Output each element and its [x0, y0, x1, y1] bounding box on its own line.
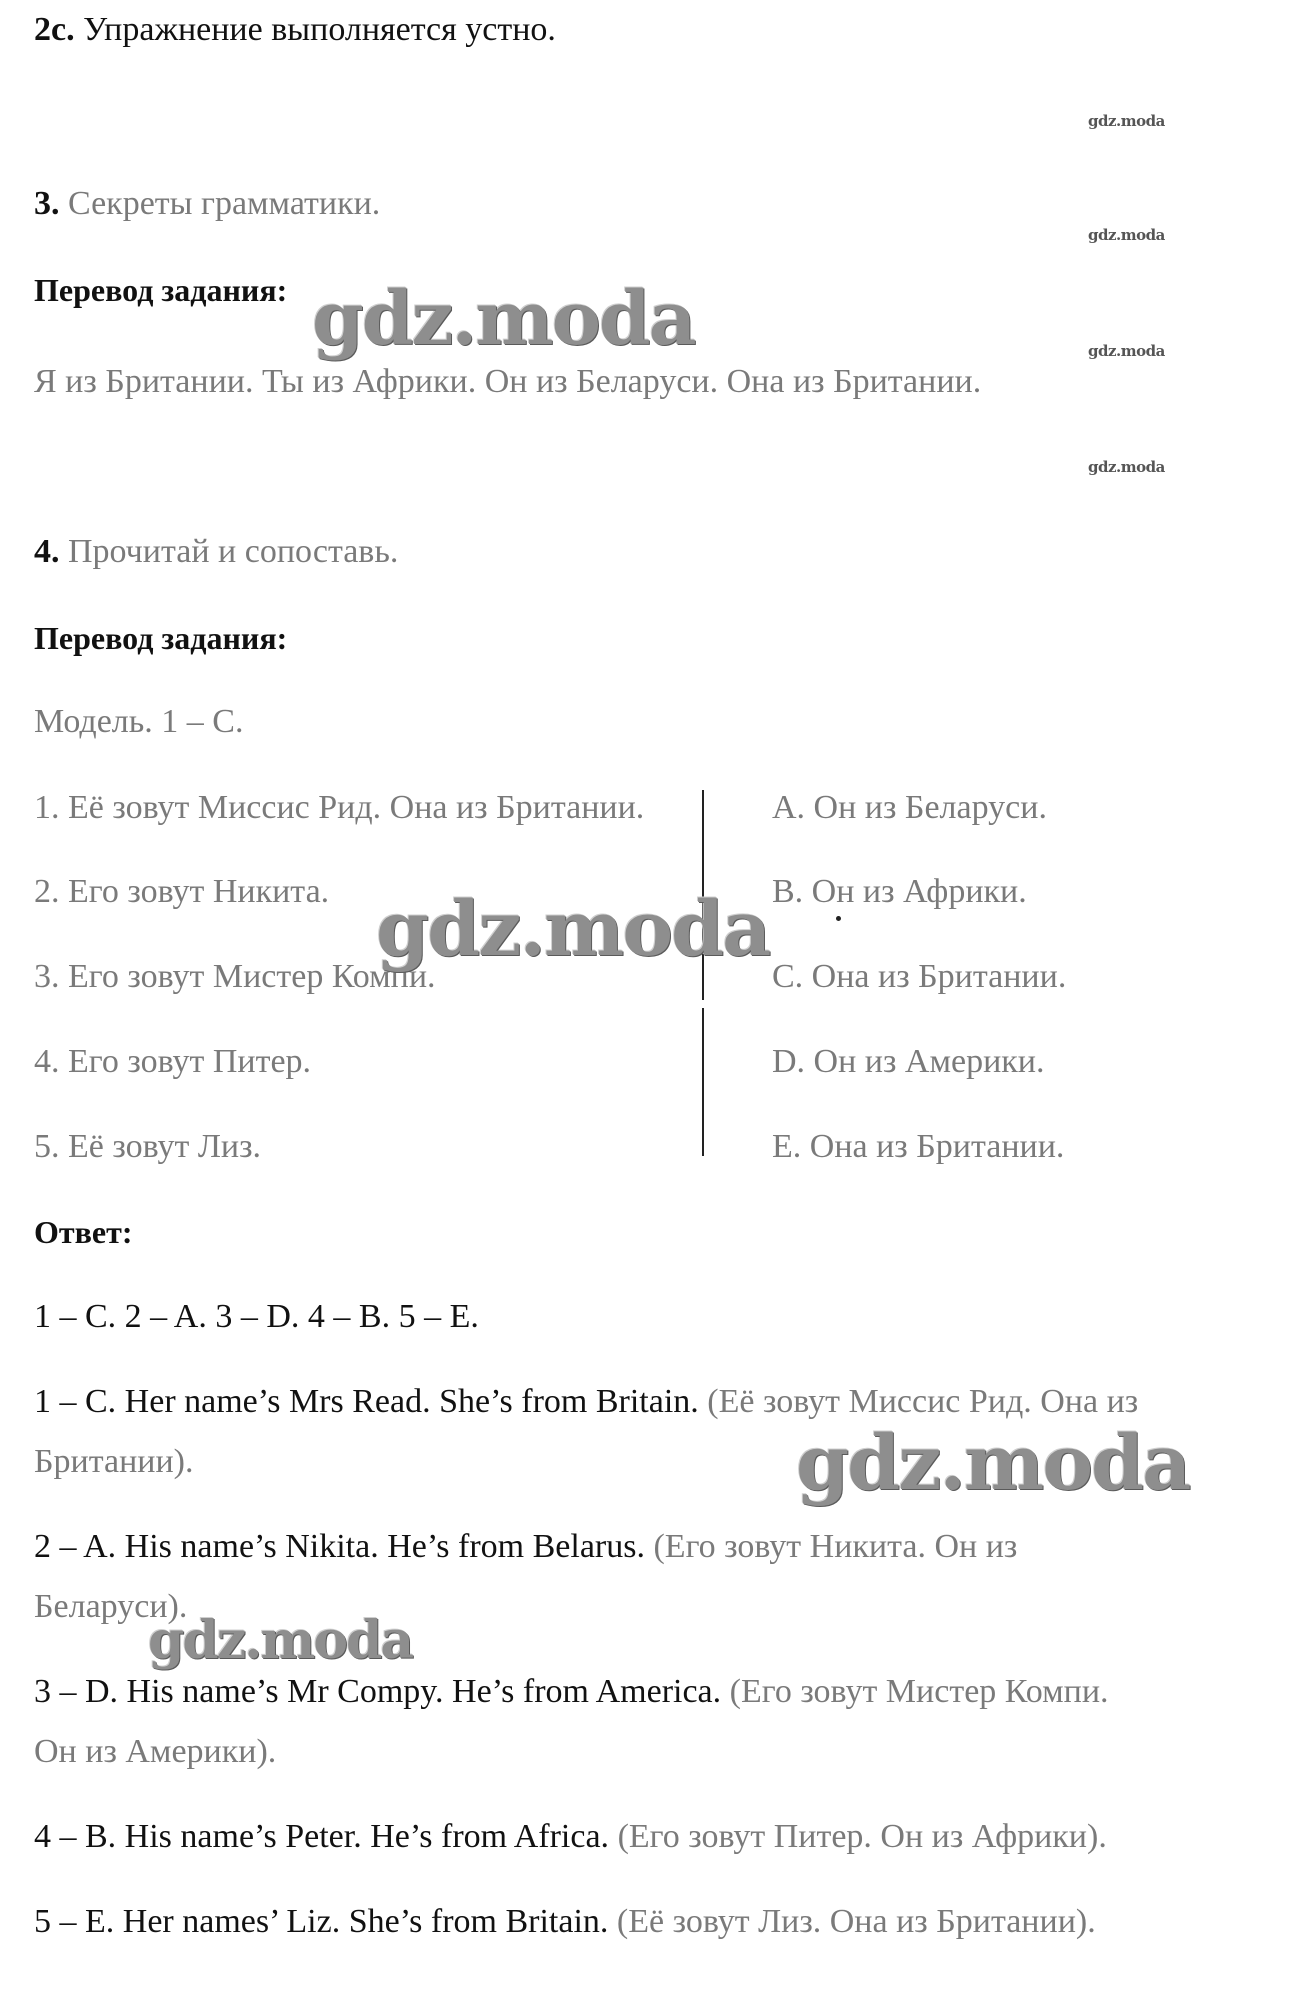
section-4-title-text: Прочитай и сопоставь. — [68, 533, 399, 570]
answer-item-english: 4 – B. His name’s Peter. He’s from Africa. — [34, 1818, 610, 1855]
answer-item-russian-cont: Британии). — [34, 1443, 194, 1480]
answer-item — [34, 1900, 1096, 1944]
match-right-item: C. Она из Британии. — [772, 958, 1067, 995]
stray-dot — [836, 916, 841, 921]
answer-item-english: 2 – A. His name’s Nikita. He’s from Belarus. — [34, 1528, 645, 1565]
match-left-item: 1. Её зовут Миссис Рид. Она из Британии. — [34, 789, 645, 826]
section-3-translation-text: Я из Британии. Ты из Африки. Он из Беларуси. Она из Британии. — [34, 363, 982, 400]
section-2c-number: 2c. — [34, 11, 75, 48]
answer-item-russian: (Её зовут Миссис Рид. Она из — [707, 1383, 1139, 1420]
section-3-title — [34, 182, 380, 226]
watermark-small: gdz.moda — [1088, 458, 1165, 476]
section-3-translation-heading: Перевод задания: — [34, 272, 288, 308]
answer-item-russian-cont: Беларуси). — [34, 1588, 188, 1625]
watermark-large: gdz.moda — [376, 884, 770, 973]
section-2c-text: Упражнение выполняется устно. — [83, 11, 556, 48]
section-4-title — [34, 530, 398, 574]
answer-item-english: 1 – C. Her name’s Mrs Read. She’s from Britain. — [34, 1383, 699, 1420]
section-3-number: 3. — [34, 185, 60, 222]
match-right-item: D. Он из Америки. — [772, 1043, 1045, 1080]
answer-item-english: 5 – E. Her names’ Liz. She’s from Britain. — [34, 1903, 609, 1940]
match-right-item: B. Он из Африки. — [772, 873, 1027, 910]
answer-item — [34, 1670, 1109, 1714]
answer-heading: Ответ: — [34, 1214, 133, 1250]
answer-item-russian: (Его зовут Питер. Он из Африки). — [617, 1818, 1107, 1855]
section-3-title-text: Секреты грамматики. — [68, 185, 381, 222]
match-left-item: 2. Его зовут Никита. — [34, 873, 330, 910]
match-left-item: 5. Её зовут Лиз. — [34, 1128, 262, 1165]
watermark-small: gdz.moda — [1088, 226, 1165, 244]
answer-summary: 1 – C. 2 – A. 3 – D. 4 – B. 5 – E. — [34, 1298, 479, 1335]
answer-item — [34, 1525, 1017, 1569]
section-4-number: 4. — [34, 533, 60, 570]
answer-item-russian: (Её зовут Лиз. Она из Британии). — [616, 1903, 1096, 1940]
match-right-item: A. Он из Беларуси. — [772, 789, 1047, 826]
section-4-model: Модель. 1 – С. — [34, 703, 244, 740]
answer-item-russian-cont: Он из Америки). — [34, 1733, 277, 1770]
column-divider — [702, 1008, 704, 1156]
section-2c — [34, 8, 556, 52]
watermark-large: gdz.moda — [312, 276, 695, 362]
match-right-item: E. Она из Британии. — [772, 1128, 1065, 1165]
match-left-item: 4. Его зовут Питер. — [34, 1043, 312, 1080]
match-left-item: 3. Его зовут Мистер Компи. — [34, 958, 436, 995]
watermark-large: gdz.moda — [148, 1610, 413, 1671]
answer-item-russian: (Его зовут Мистер Компи. — [729, 1673, 1109, 1710]
watermark-small: gdz.moda — [1088, 112, 1165, 130]
watermark-large: gdz.moda — [796, 1418, 1190, 1507]
answer-item-english: 3 – D. His name’s Mr Compy. He’s from America. — [34, 1673, 722, 1710]
watermark-small: gdz.moda — [1088, 342, 1165, 360]
answer-item — [34, 1815, 1107, 1859]
section-4-translation-heading: Перевод задания: — [34, 620, 288, 656]
answer-item-russian: (Его зовут Никита. Он из — [653, 1528, 1018, 1565]
